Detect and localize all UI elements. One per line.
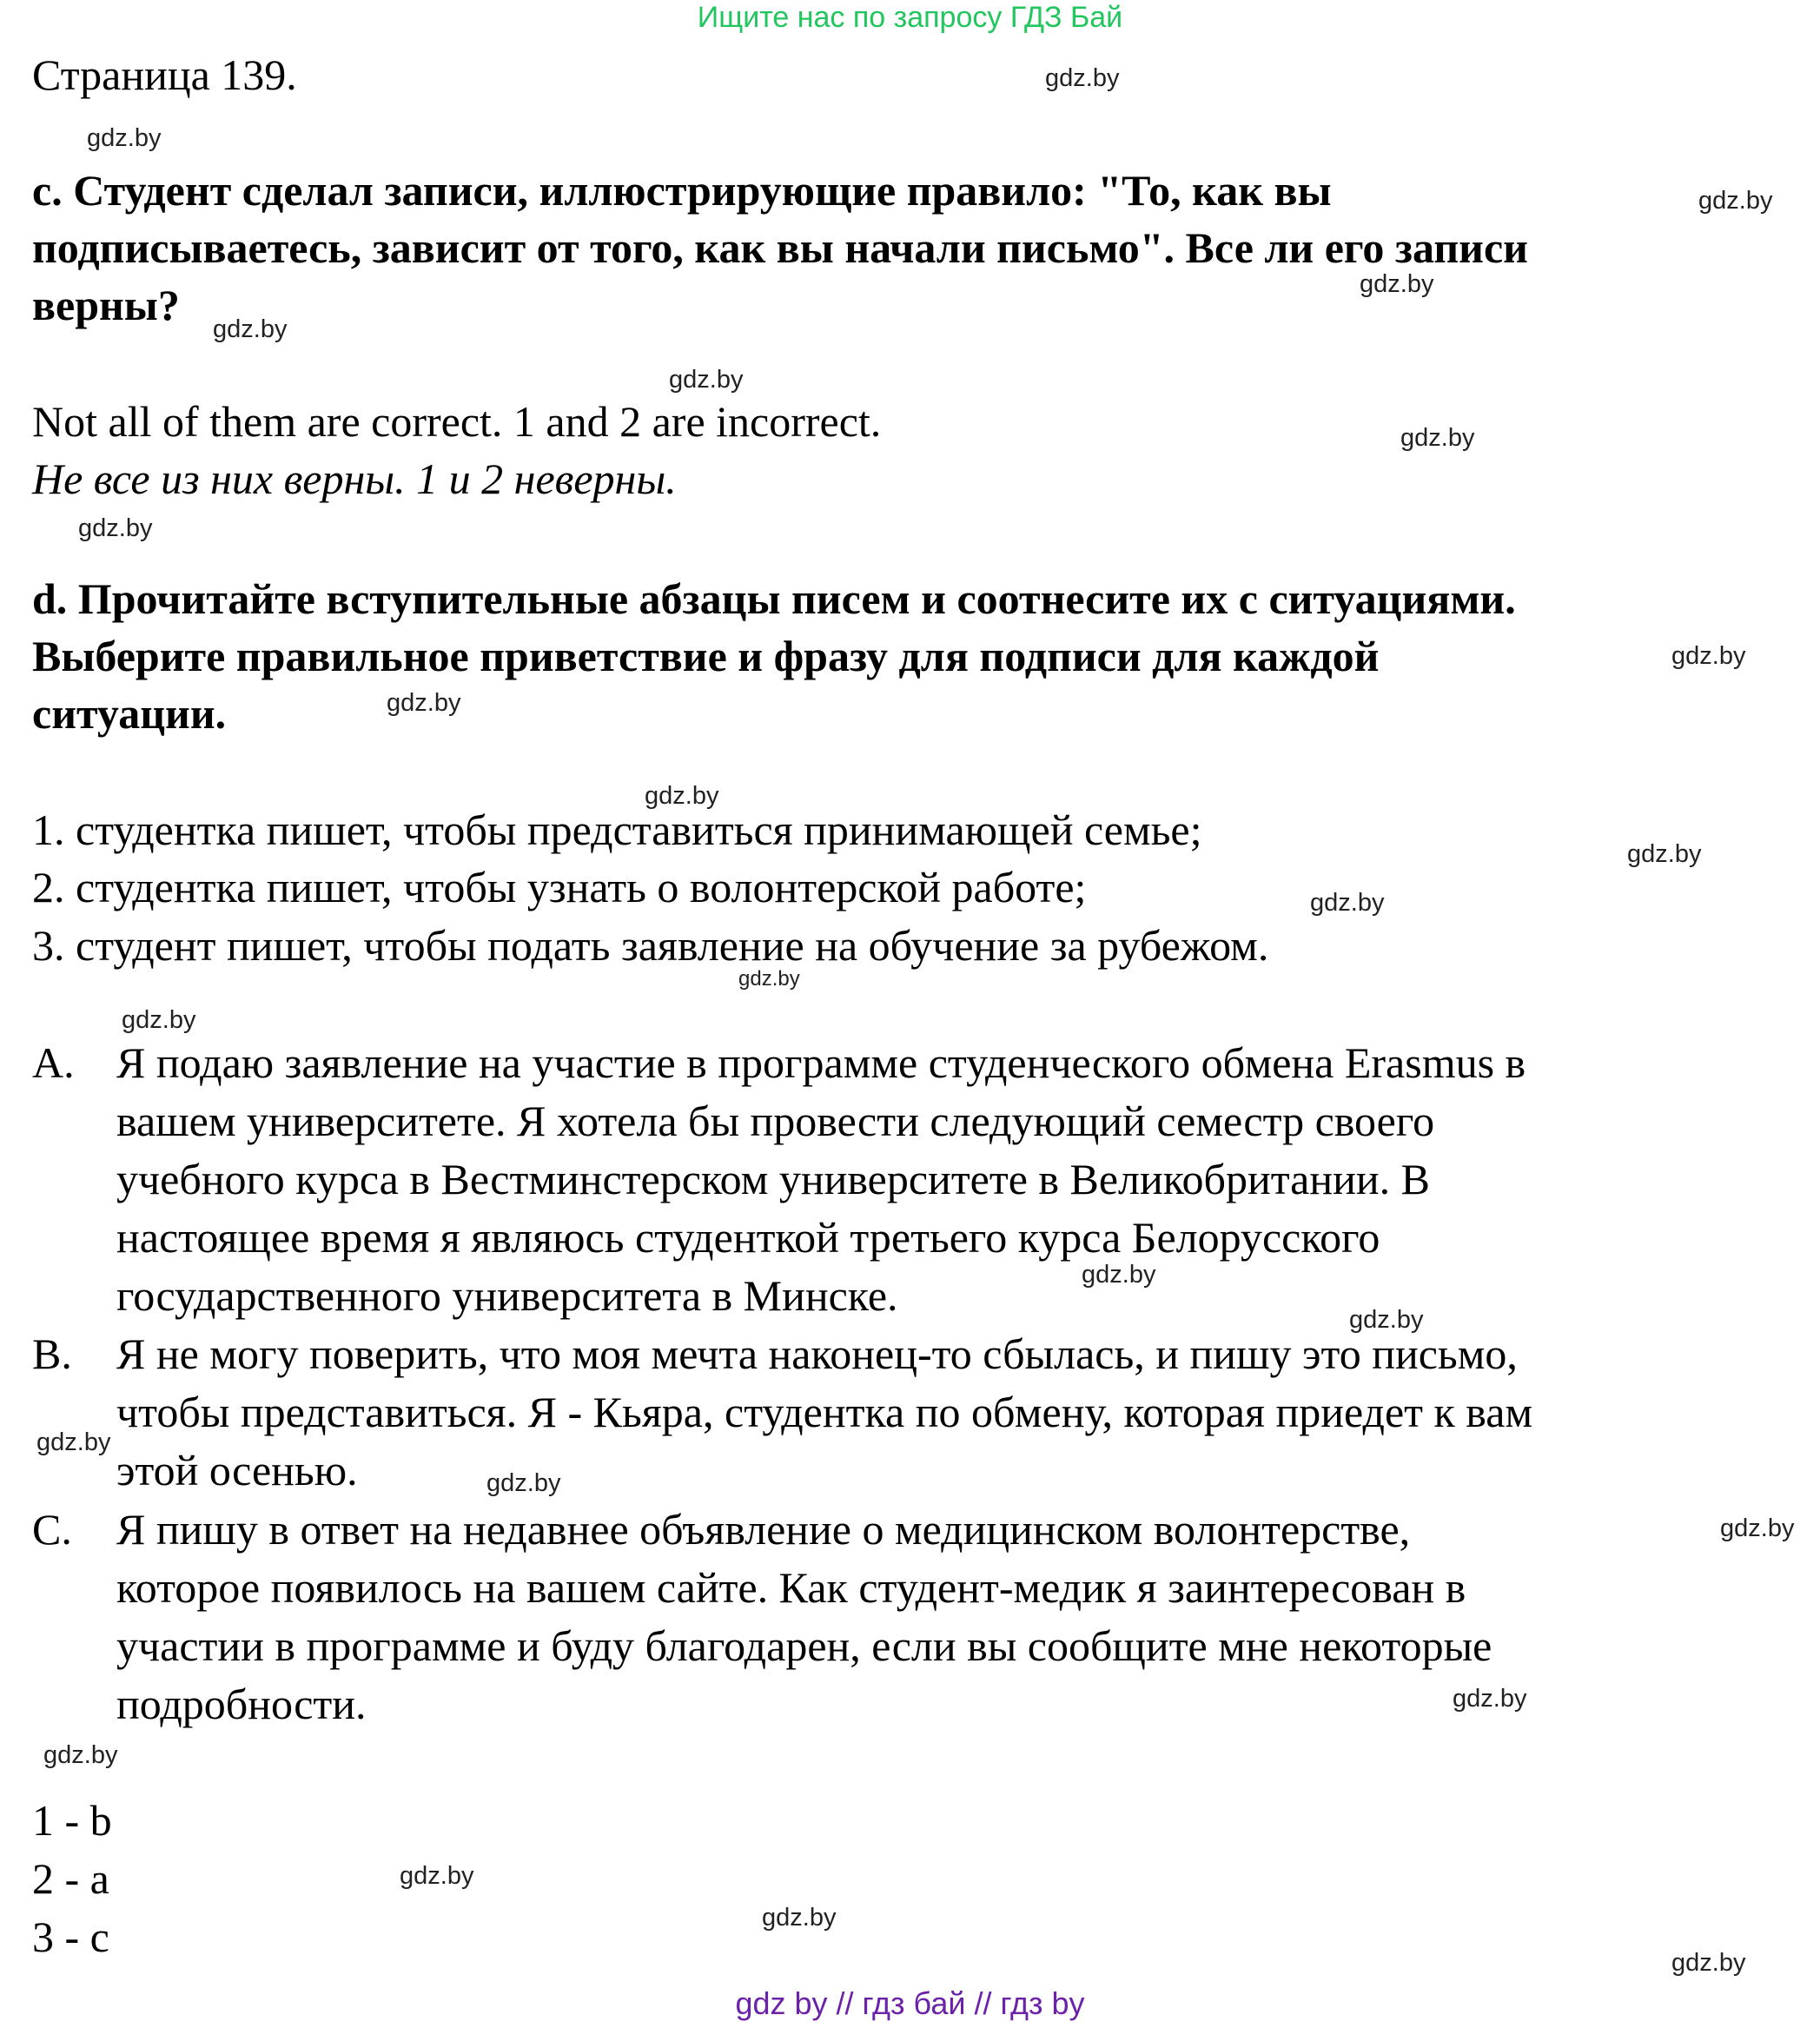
watermark: gdz.by bbox=[1671, 642, 1746, 670]
question-d-line-2: Выберите правильное приветствие и фразу для подписи для каждой bbox=[32, 632, 1380, 680]
watermark: gdz.by bbox=[1698, 187, 1773, 215]
watermark: gdz.by bbox=[1400, 424, 1475, 452]
watermark: gdz.by bbox=[645, 782, 719, 810]
letter-a-line: Я подаю заявление на участие в программе студенческого обмена Erasmus в bbox=[116, 1038, 1526, 1087]
situation-2: 2. студентка пишет, чтобы узнать о волонтерской работе; bbox=[32, 863, 1087, 911]
answer-c-english: Not all of them are correct. 1 and 2 are incorrect. bbox=[32, 397, 882, 446]
letter-c-line: Я пишу в ответ на недавнее объявление о медицинском волонтерстве, bbox=[116, 1505, 1411, 1554]
watermark: gdz.by bbox=[1045, 64, 1120, 92]
letter-a-line: настоящее время я являюсь студенткой третьего курса Белорусского bbox=[116, 1213, 1380, 1262]
watermark: gdz.by bbox=[1453, 1685, 1527, 1713]
watermark: gdz.by bbox=[387, 689, 461, 717]
watermark: gdz.by bbox=[738, 967, 800, 991]
watermark: gdz.by bbox=[400, 1862, 474, 1890]
watermark: gdz.by bbox=[1349, 1306, 1424, 1334]
watermark: gdz.by bbox=[87, 124, 162, 152]
letter-a-label: A. bbox=[32, 1038, 75, 1087]
question-d-line-1: d. Прочитайте вступительные абзацы писем и соотнесите их с ситуациями. bbox=[32, 574, 1516, 623]
watermark: gdz.by bbox=[1360, 270, 1434, 298]
watermark: gdz.by bbox=[78, 514, 153, 542]
letter-a-line: учебного курса в Вестминстерском университете в Великобритании. В bbox=[116, 1155, 1430, 1203]
letter-a-line: государственного университета в Минске. bbox=[116, 1271, 898, 1320]
question-d-line-3: ситуации. bbox=[32, 689, 227, 738]
page-title: Страница 139. bbox=[32, 50, 297, 99]
question-c-line-2: подписываетесь, зависит от того, как вы начали письмо". Все ли его записи bbox=[32, 223, 1528, 272]
watermark: gdz.by bbox=[43, 1741, 118, 1769]
letter-a-line: вашем университете. Я хотела бы провести следующий семестр своего bbox=[116, 1097, 1435, 1145]
question-c-line-1: c. Студент сделал записи, иллюстрирующие правило: "То, как вы bbox=[32, 166, 1332, 215]
letter-c-line: которое появилось на вашем сайте. Как студент-медик я заинтересован в bbox=[116, 1563, 1466, 1612]
answer-3: 3 - c bbox=[32, 1912, 109, 1961]
footer-links[interactable]: gdz by // гдз бай // гдз by bbox=[735, 1985, 1085, 2021]
search-hint-link[interactable]: Ищите нас по запросу ГДЗ Бай bbox=[697, 1, 1123, 34]
letter-b-label: B. bbox=[32, 1329, 72, 1378]
watermark: gdz.by bbox=[122, 1006, 196, 1034]
watermark: gdz.by bbox=[1082, 1261, 1156, 1289]
letter-c-line: участии в программе и буду благодарен, если вы сообщите мне некоторые bbox=[116, 1621, 1492, 1670]
watermark: gdz.by bbox=[1671, 1949, 1746, 1977]
watermark: gdz.by bbox=[1627, 840, 1702, 868]
question-c-line-3: верны? bbox=[32, 281, 180, 329]
watermark: gdz.by bbox=[36, 1428, 111, 1456]
watermark: gdz.by bbox=[213, 315, 288, 343]
letter-c-line: подробности. bbox=[116, 1680, 367, 1728]
answer-2: 2 - a bbox=[32, 1854, 109, 1903]
letter-b-line: этой осенью. bbox=[116, 1446, 358, 1494]
situation-3: 3. студент пишет, чтобы подать заявление на обучение за рубежом. bbox=[32, 921, 1269, 970]
watermark: gdz.by bbox=[1720, 1514, 1795, 1542]
letter-b-line: Я не могу поверить, что моя мечта наконец-то сбылась, и пишу это письмо, bbox=[116, 1329, 1518, 1378]
watermark: gdz.by bbox=[669, 366, 744, 394]
letter-c-label: C. bbox=[32, 1505, 72, 1554]
watermark: gdz.by bbox=[762, 1904, 837, 1932]
watermark: gdz.by bbox=[486, 1469, 561, 1497]
situation-1: 1. студентка пишет, чтобы представиться принимающей семье; bbox=[32, 805, 1202, 854]
answer-1: 1 - b bbox=[32, 1796, 112, 1845]
watermark: gdz.by bbox=[1310, 889, 1385, 917]
answer-c-russian: Не все из них верны. 1 и 2 неверны. bbox=[32, 454, 677, 503]
letter-b-line: чтобы представиться. Я - Кьяра, студентка по обмену, которая приедет к вам bbox=[116, 1388, 1533, 1436]
